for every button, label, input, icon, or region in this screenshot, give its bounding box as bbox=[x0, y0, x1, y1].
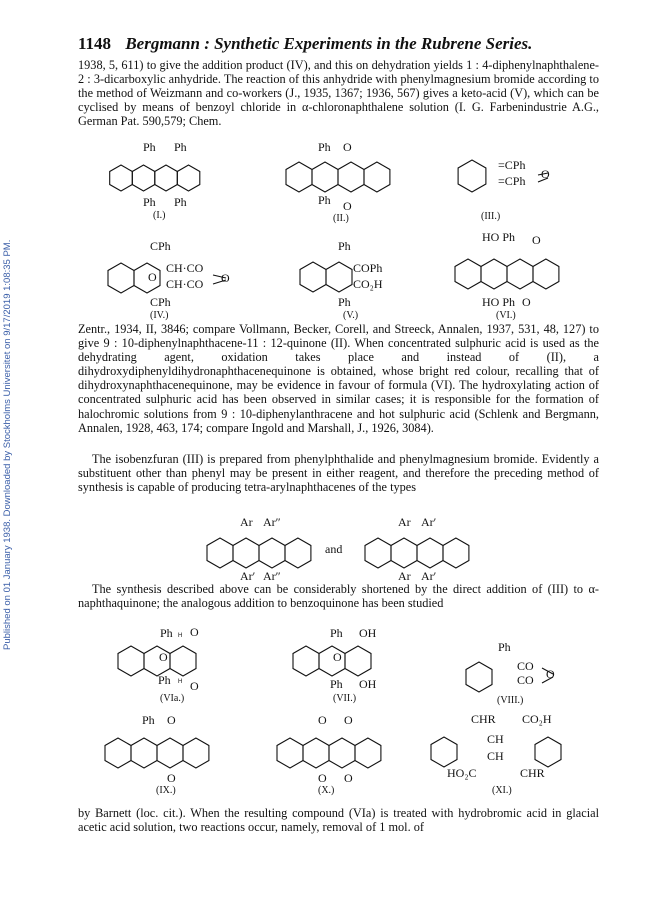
types-and: and bbox=[325, 542, 343, 556]
struct-VI-label: (VI.) bbox=[496, 310, 516, 321]
struct-X-o-top-right: O bbox=[344, 713, 353, 727]
struct-IX-ring-1 bbox=[105, 738, 131, 768]
struct-I-ring-1 bbox=[110, 165, 133, 191]
paragraph-3-text: The isobenzfuran (III) is prepared from phenylphthalide and phenylmagnesium bromide. Evidently a substituent other than phenyl may be present in either reagent, and therefore the preceding method of synthesis is capable of producing tetra-arylnaphthacenes of the types bbox=[78, 452, 599, 495]
tetraaryl-types bbox=[240, 515, 437, 583]
struct-III-ring bbox=[458, 160, 486, 192]
struct-II-ph-bottom: Ph bbox=[318, 193, 331, 207]
struct-I-ph-top-left: Ph bbox=[143, 140, 156, 154]
struct-V-label: (V.) bbox=[343, 310, 359, 321]
type1-ring-2 bbox=[233, 538, 259, 568]
struct-VIa-ring-1 bbox=[118, 646, 144, 676]
struct-IX-ring-3 bbox=[157, 738, 183, 768]
structure-VIa bbox=[158, 625, 199, 704]
struct-XI-ch-top: CH bbox=[487, 732, 504, 746]
struct-III-o: O bbox=[541, 167, 550, 181]
struct-II-ring-2 bbox=[312, 162, 338, 192]
struct-II-o-bottom: O bbox=[343, 199, 352, 213]
type1-ring-4 bbox=[285, 538, 311, 568]
type2-ar1-bottom: Ar′ bbox=[421, 569, 437, 583]
struct-I-ring-2 bbox=[132, 165, 155, 191]
struct-II-ring-1 bbox=[286, 162, 312, 192]
struct-VI-o-top: O bbox=[532, 233, 541, 247]
type1-ring-3 bbox=[259, 538, 285, 568]
structure-VI bbox=[482, 230, 541, 321]
struct-VIa-o-bottom: O bbox=[190, 679, 199, 693]
struct-V-ring-1 bbox=[300, 262, 326, 292]
paragraph-5-text: by Barnett (loc. cit.). When the resulting compound (VIa) is treated with hydrobromic acid in glacial acetic acid solution, two reactions occur, namely, removal of 1 mol. of bbox=[78, 806, 599, 835]
struct-I-ph-bottom-left: Ph bbox=[143, 195, 156, 209]
struct-IX-label: (IX.) bbox=[156, 785, 176, 796]
type1-ar2-bottom: Ar″ bbox=[263, 569, 281, 583]
struct-VII-oh-top: OH bbox=[359, 626, 377, 640]
struct-VIa-h-top: H bbox=[178, 633, 183, 639]
type2-ring-3 bbox=[417, 538, 443, 568]
struct-IV-cph-top: CPh bbox=[150, 239, 171, 253]
struct-III-cph-bottom: =CPh bbox=[498, 174, 526, 188]
type1-ar1-bottom: Ar′ bbox=[240, 569, 256, 583]
struct-IX-ring-4 bbox=[183, 738, 209, 768]
paragraph-4-text: The synthesis described above can be considerably shortened by the direct addition of (III) to α-naphthaquinone; the analogous addition to benzoquinone has been studied bbox=[78, 582, 599, 611]
paragraph-1-text: 1938, 5, 611) to give the addition product (IV), and this on dehydration yields 1 : 4-diphenylnaphthalene-2 : 3-dicarboxylic anhydride. The reaction of this anhydride with phenylmagnesium bromide according to the method of Weizmann and co-workers (J., 1935, 1367; 1936, 567) gives a keto-acid (V), which can be cyclised by means of benzoyl chloride in α-chloronaphthalene solution (I. G. Farbenindustrie A.G., German Pat. 590,579; Chem. bbox=[78, 58, 599, 129]
structure-XI bbox=[447, 712, 552, 796]
struct-VII-ring-1 bbox=[293, 646, 319, 676]
structure-V bbox=[338, 239, 383, 321]
struct-I-label: (I.) bbox=[153, 210, 166, 221]
struct-VIa-label: (VIa.) bbox=[160, 693, 185, 704]
paragraph-2-text: Zentr., 1934, II, 3846; compare Vollmann, Becker, Corell, and Streeck, Annalen, 1937, 531, 48, 127) to give 9 : 10-diphenylnaphthacene-11 : 12-quinone (II). When concentrated sulphuric acid is used as the dehydrating agent, oxidation takes place and instead of (II), a dihydroxydiphenyldihydronaphthacenequinone is obtained, whose bright red colour, recalling that of dihydroxynaphthacenequinone, may be evidence in favour of formula (VI). The hydroxylating action of concentrated sulphuric acid has been observed in similar cases; it is responsible for the formation of halochromic solutions from 9 : 10-diphenylanthracene and hot sulphuric acid (Schlenk and Bergmann, Annalen, 1928, 463, 174; compare Ingold and Marshall, J., 1926, 3084). bbox=[78, 322, 599, 435]
struct-X-ring-2 bbox=[303, 738, 329, 768]
structure-VIII bbox=[497, 640, 555, 706]
struct-X-ring-4 bbox=[355, 738, 381, 768]
type2-ring-4 bbox=[443, 538, 469, 568]
struct-VI-hoph-top: HO Ph bbox=[482, 230, 516, 244]
struct-X-label: (X.) bbox=[318, 785, 335, 796]
struct-X-ring-3 bbox=[329, 738, 355, 768]
struct-IV-label: (IV.) bbox=[150, 310, 169, 321]
struct-II-label: (II.) bbox=[333, 213, 349, 224]
struct-II-ph-top: Ph bbox=[318, 140, 331, 154]
struct-IV-o-ring: O bbox=[221, 271, 230, 285]
struct-III-cph-top: =CPh bbox=[498, 158, 526, 172]
struct-XI-ch-bottom: CH bbox=[487, 749, 504, 763]
struct-V-co2h: CO₂H bbox=[353, 277, 383, 291]
struct-IX-ph: Ph bbox=[142, 713, 155, 727]
struct-VIII-label: (VIII.) bbox=[497, 695, 524, 706]
structure-VII bbox=[330, 626, 377, 704]
struct-XI-ho2c: HO₂C bbox=[447, 766, 477, 780]
structure-IX bbox=[142, 713, 176, 796]
struct-XI-chr-top: CHR bbox=[471, 712, 496, 726]
page-number: 1148 bbox=[78, 34, 112, 53]
struct-II-o-top: O bbox=[343, 140, 352, 154]
type1-ar-top: Ar bbox=[240, 515, 253, 529]
struct-V-ph-top: Ph bbox=[338, 239, 351, 253]
struct-VII-label: (VII.) bbox=[333, 693, 357, 704]
struct-X-o-top-left: O bbox=[318, 713, 327, 727]
struct-VII-oh-bottom: OH bbox=[359, 677, 377, 691]
struct-I-ring-4 bbox=[177, 165, 200, 191]
struct-IX-o-bottom: O bbox=[167, 771, 176, 785]
struct-VIa-h-bottom: H bbox=[178, 679, 183, 685]
struct-VIII-o: O bbox=[546, 667, 555, 681]
struct-VII-ph-top: Ph bbox=[330, 626, 343, 640]
type2-ar-top: Ar bbox=[398, 515, 411, 529]
struct-IX-ring-2 bbox=[131, 738, 157, 768]
struct-I-ph-top-right: Ph bbox=[174, 140, 187, 154]
struct-VI-ring-3 bbox=[507, 259, 533, 289]
struct-VIa-o-bridge: O bbox=[159, 650, 168, 664]
struct-VII-ring-3 bbox=[345, 646, 371, 676]
struct-IX-o-top: O bbox=[167, 713, 176, 727]
sidebar-publication-note: Published on 01 January 1938. Downloaded by Stockholms Universitet on 9/17/2019 1:08:35 PM. bbox=[2, 239, 13, 651]
type1-ar2-top: Ar″ bbox=[263, 515, 281, 529]
structure-III bbox=[481, 158, 550, 222]
struct-VI-ring-4 bbox=[533, 259, 559, 289]
struct-IV-chco-top: CH·CO bbox=[166, 261, 204, 275]
structure-X bbox=[318, 713, 353, 796]
struct-VI-hoph-bottom: HO Ph bbox=[482, 295, 516, 309]
struct-IV-ring-1 bbox=[108, 263, 134, 293]
type2-ar-bottom: Ar bbox=[398, 569, 411, 583]
struct-VIII-ring bbox=[466, 662, 492, 692]
struct-VII-o-bridge: O bbox=[333, 650, 342, 664]
struct-XI-ring-right bbox=[535, 737, 561, 767]
type2-ar1-top: Ar′ bbox=[421, 515, 437, 529]
struct-VIII-co-bottom: CO bbox=[517, 673, 534, 687]
struct-VIa-ring-3 bbox=[170, 646, 196, 676]
struct-VIII-ph: Ph bbox=[498, 640, 511, 654]
struct-XI-ring-left bbox=[431, 737, 457, 767]
struct-VI-o-bottom: O bbox=[522, 295, 531, 309]
struct-X-o-bottom-right: O bbox=[344, 771, 353, 785]
struct-VIII-co-top: CO bbox=[517, 659, 534, 673]
struct-III-label: (III.) bbox=[481, 211, 501, 222]
struct-VIa-ph-bottom: Ph bbox=[158, 673, 171, 687]
struct-XI-co2h: CO₂H bbox=[522, 712, 552, 726]
struct-I-ring-3 bbox=[155, 165, 178, 191]
struct-VI-ring-2 bbox=[481, 259, 507, 289]
type2-ring-1 bbox=[365, 538, 391, 568]
struct-VII-ph-bottom: Ph bbox=[330, 677, 343, 691]
struct-VIa-ph-top: Ph bbox=[160, 626, 173, 640]
struct-XI-chr-bottom: CHR bbox=[520, 766, 545, 780]
struct-I-ph-bottom-right: Ph bbox=[174, 195, 187, 209]
struct-II-ring-3 bbox=[338, 162, 364, 192]
struct-IV-chco-bottom: CH·CO bbox=[166, 277, 204, 291]
struct-IV-o-bridge: O bbox=[148, 270, 157, 284]
struct-V-ring-2 bbox=[326, 262, 352, 292]
type1-ring-1 bbox=[207, 538, 233, 568]
type2-ring-2 bbox=[391, 538, 417, 568]
running-title: Bergmann : Synthetic Experiments in the Rubrene Series. bbox=[125, 34, 533, 53]
struct-II-ring-4 bbox=[364, 162, 390, 192]
struct-X-o-bottom-left: O bbox=[318, 771, 327, 785]
struct-X-ring-1 bbox=[277, 738, 303, 768]
structure-II bbox=[318, 140, 352, 224]
struct-V-coph: COPh bbox=[353, 261, 383, 275]
struct-IV-cph-bottom: CPh bbox=[150, 295, 171, 309]
structure-I bbox=[143, 140, 187, 221]
struct-V-ph-bottom: Ph bbox=[338, 295, 351, 309]
struct-VIa-o-top: O bbox=[190, 625, 199, 639]
struct-VI-ring-1 bbox=[455, 259, 481, 289]
struct-XI-label: (XI.) bbox=[492, 785, 512, 796]
